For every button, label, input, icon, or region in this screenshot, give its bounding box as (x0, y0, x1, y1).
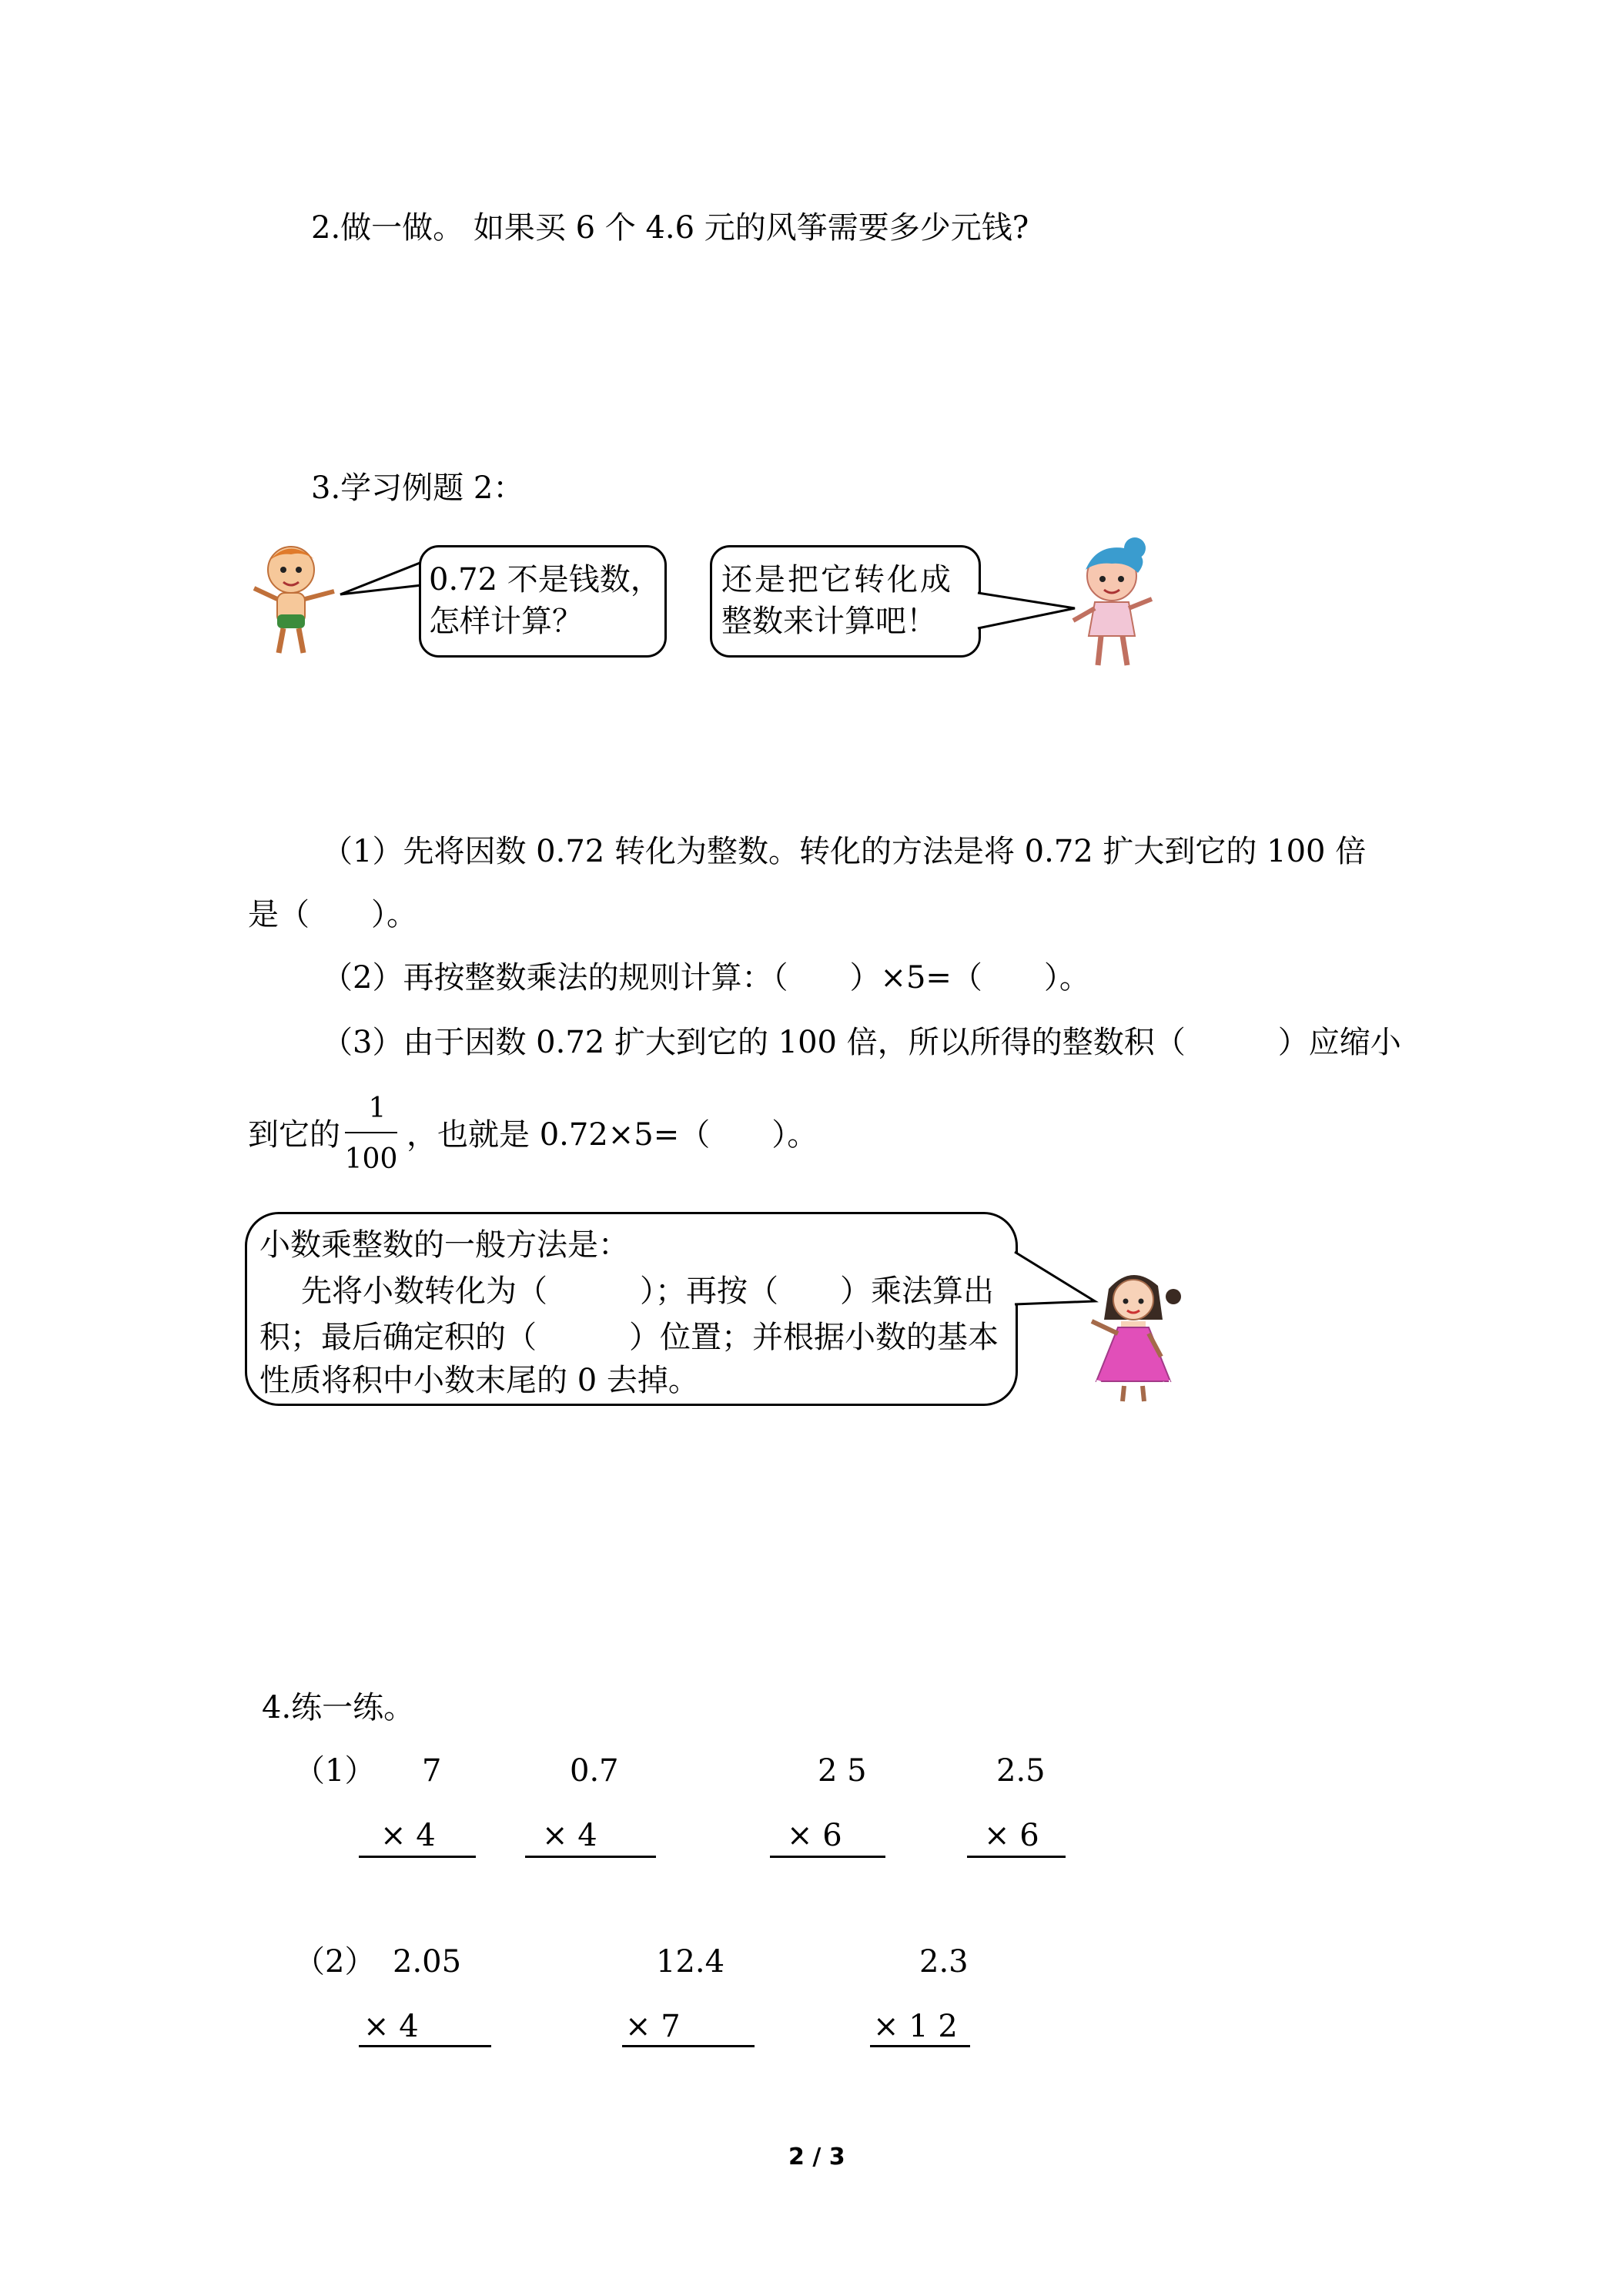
page-number: 2 / 3 (788, 2144, 845, 2170)
speech-bubble-right (710, 545, 981, 658)
problem-1-2-top: 0.7 (570, 1753, 619, 1789)
problem-2-1-bottom: × 4 (363, 2009, 419, 2044)
problem-1-4-top: 2.5 (996, 1753, 1046, 1789)
problem-2-1-top: 2.05 (393, 1944, 462, 1980)
question-2: 2.做一做。 如果买 6 个 4.6 元的风筝需要多少元钱? (311, 210, 1029, 246)
bubble-left-line-2: 怎样计算？ (429, 604, 583, 639)
fraction-numerator: 1 (368, 1093, 387, 1124)
summary-line-1: 小数乘整数的一般方法是： (259, 1227, 629, 1263)
problem-1-3-line (770, 1856, 885, 1858)
fraction-denominator: 100 (344, 1143, 398, 1175)
problem-1-3-top: 2 5 (818, 1753, 867, 1789)
problem-2-3-line (870, 2045, 970, 2047)
problem-1-2-bottom: × 4 (542, 1818, 597, 1853)
cartoon-girl-blue-icon (1058, 534, 1166, 673)
problem-1-1-top: 7 (422, 1753, 442, 1789)
step-3-prefix: 到它的 (248, 1117, 340, 1153)
step-1-line-2: 是（ ）。 (248, 897, 417, 932)
step-2: （2）再按整数乘法的规则计算：（ ）×5=（ ）。 (322, 960, 1090, 996)
problem-1-1-line (359, 1856, 476, 1858)
cartoon-boy-icon (243, 537, 343, 661)
problem-1-2-line (525, 1856, 656, 1858)
summary-bubble (245, 1212, 1018, 1406)
problem-1-3-bottom: × 6 (787, 1818, 842, 1853)
problem-2-3-bottom: × 1 2 (873, 2009, 958, 2044)
speech-bubble-left (419, 545, 667, 658)
summary-line-2: 先将小数转化为（ ）；再按（ ）乘法算出 (301, 1274, 994, 1309)
problem-2-3-top: 2.3 (919, 1944, 969, 1980)
practice-row-2-label: （2） (294, 1944, 376, 1980)
problem-2-2-top: 12.4 (656, 1944, 725, 1980)
bubble-tail-left (339, 554, 423, 616)
problem-2-1-line (359, 2045, 491, 2047)
fraction-bar (345, 1132, 397, 1133)
bubble-left-line-1: 0.72 不是钱数， (429, 562, 661, 597)
problem-2-2-line (622, 2045, 755, 2047)
bubble-right-line-1: 还是把它转化成 (721, 562, 953, 597)
step-3-suffix: ，也就是 0.72×5=（ ）。 (407, 1117, 818, 1153)
summary-line-3: 积；最后确定积的（ ）位置；并根据小数的基本 (259, 1320, 999, 1355)
problem-1-4-bottom: × 6 (984, 1818, 1039, 1853)
summary-line-4: 性质将积中小数末尾的 0 去掉。 (259, 1363, 699, 1398)
step-1-line-1: （1）先将因数 0.72 转化为整数。转化的方法是将 0.72 扩大到它的 100 倍 (322, 834, 1367, 869)
problem-1-1-bottom: × 4 (380, 1818, 436, 1853)
step-3-line-1: （3）由于因数 0.72 扩大到它的 100 倍，所以所得的整数积（ ）应缩小 (322, 1025, 1401, 1060)
question-3-title: 3.学习例题 2： (311, 470, 524, 506)
practice-row-1-label: （1） (294, 1753, 376, 1789)
question-4-title: 4.练一练。 (262, 1690, 415, 1725)
cartoon-girl-pink-dress-icon (1078, 1266, 1193, 1404)
problem-2-2-bottom: × 7 (625, 2009, 681, 2044)
bubble-right-line-2: 整数来计算吧！ (721, 604, 937, 639)
problem-1-4-line (967, 1856, 1066, 1858)
